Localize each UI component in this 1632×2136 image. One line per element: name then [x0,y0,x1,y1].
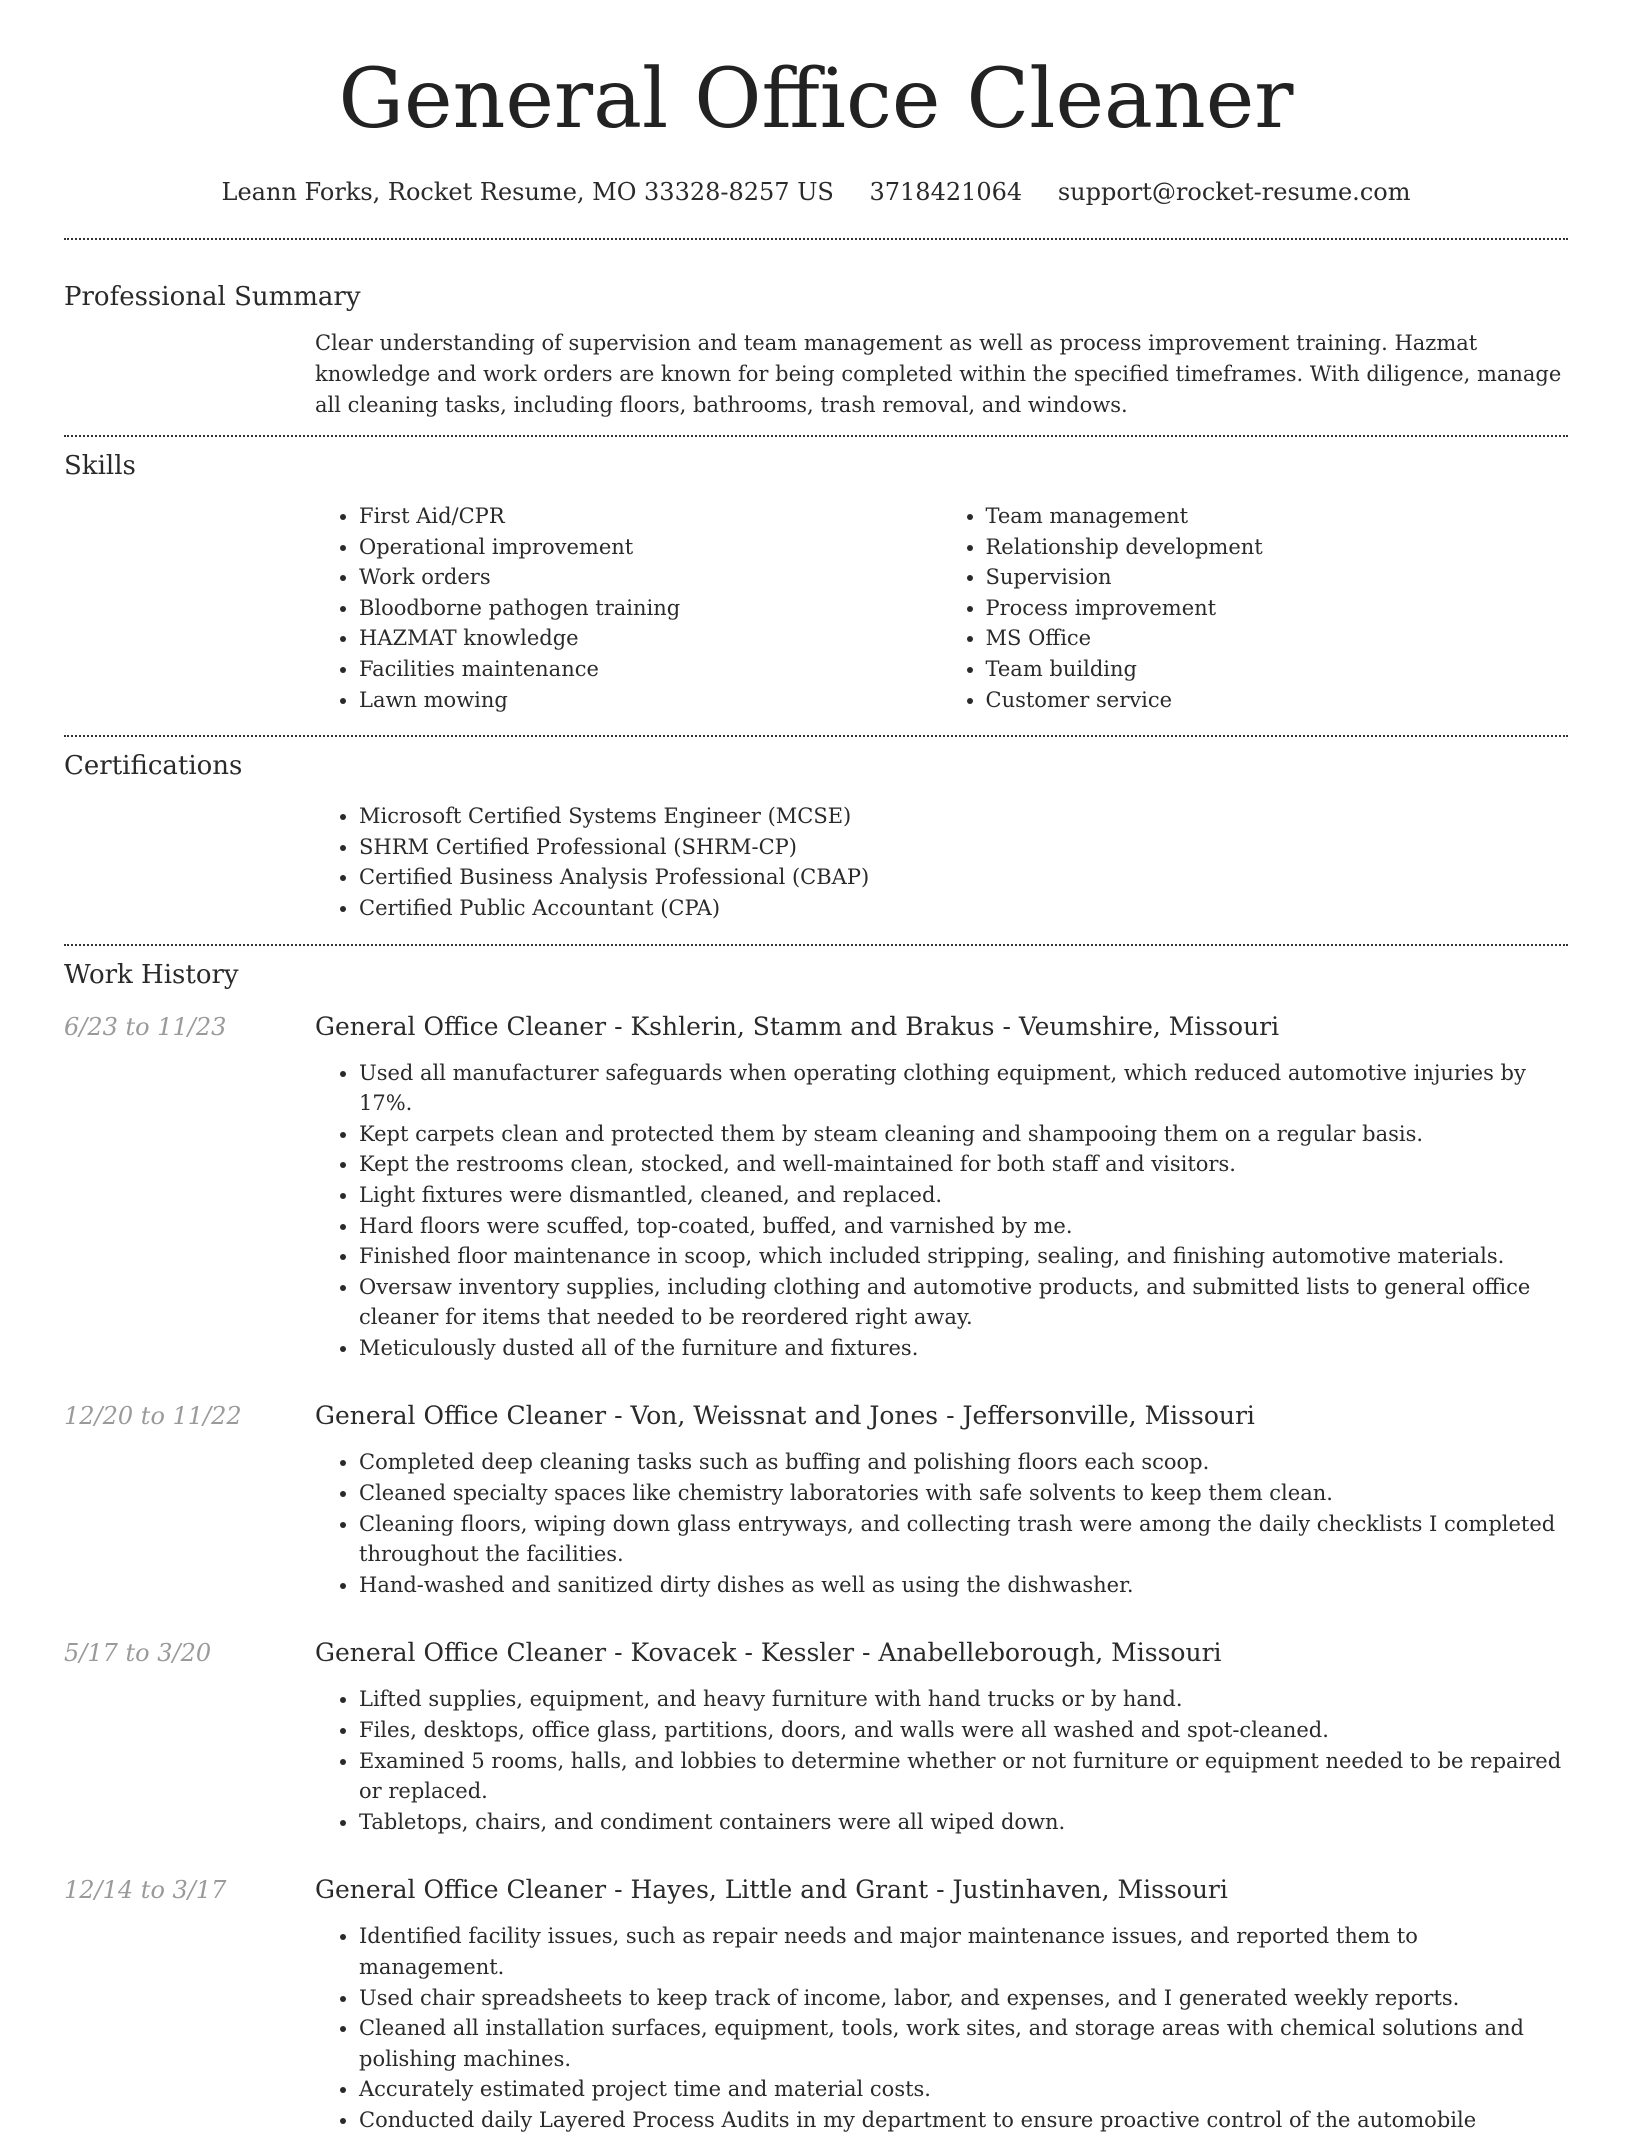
list-item: • Operational improvement [359,532,942,563]
job-date: 12/20 to 11/22 [64,1402,242,1431]
list-item: • HAZMAT knowledge [359,623,942,654]
list-item: • Hand-washed and sanitized dirty dishes as well as using the dishwasher. [359,1570,1568,1601]
list-item: • Examined 5 rooms, halls, and lobbies to determine whether or not furniture or equipment needed to be repaired or replaced. [359,1746,1568,1807]
list-item: • Supervision [986,562,1569,593]
job-bullets [315,1921,1568,2135]
contact-email: support@rocket-resume.com [1057,178,1411,206]
list-item: • Accurately estimated project time and material costs. [359,2074,1568,2105]
list-item: • Hard floors were scuffed, top-coated, buffed, and varnished by me. [359,1211,1568,1242]
job-date: 6/23 to 11/23 [64,1012,227,1041]
list-item: • Microsoft Certified Systems Engineer (MCSE) [359,801,1568,832]
job-entry [64,1636,1568,1837]
list-item: • Kept the restrooms clean, stocked, and well-maintained for both staff and visitors. [359,1149,1568,1180]
contact-line [64,176,1568,208]
list-item: • Certified Public Accountant (CPA) [359,893,1568,924]
skills-list-right [942,501,1569,715]
job-entry [64,1399,1568,1600]
list-item: • Certified Business Analysis Professional (CBAP) [359,862,1568,893]
work-history-section [64,946,1568,2136]
list-item: • Team building [986,654,1569,685]
resume-title: General Office Cleaner [338,52,1294,147]
list-item: • Used chair spreadsheets to keep track of income, labor, and expenses, and I generated weekly reports. [359,1983,1568,2014]
list-item: • Cleaned specialty spaces like chemistry laboratories with safe solvents to keep them clean. [359,1478,1568,1509]
list-item: • Kept carpets clean and protected them by steam cleaning and shampooing them on a regular basis. [359,1119,1568,1150]
list-item: • Team management [986,501,1569,532]
list-item: • Oversaw inventory supplies, including clothing and automotive products, and submitted lists to general office cleaner for items that needed to be reordered right away. [359,1272,1568,1333]
list-item: • First Aid/CPR [359,501,942,532]
list-item: • Conducted daily Layered Process Audits in my department to ensure proactive control of the automobile [359,2105,1568,2136]
list-item: • Cleaning floors, wiping down glass entryways, and collecting trash were among the daily checklists I completed throughout the facilities. [359,1509,1568,1570]
job-heading: General Office Cleaner - Kshlerin, Stamm and Brakus - Veumshire, Missouri [315,1011,1280,1041]
certifications-list-wrap [315,801,1568,943]
summary-section [64,240,1568,435]
list-item: • Completed deep cleaning tasks such as buffing and polishing floors each scoop. [359,1447,1568,1478]
list-item: • Identified facility issues, such as repair needs and major maintenance issues, and reported them to management. [359,1921,1568,1982]
skills-section [64,437,1568,735]
contact-address: Leann Forks, Rocket Resume, MO 33328-8257 US [221,178,834,206]
list-item: • Lawn mowing [359,685,942,716]
summary-text: Clear understanding of supervision and team management as well as process improvement training. Hazmat knowledge and work orders are known for being completed within the specified timeframes. With diligence, manage all cleaning tasks, including floors, bathrooms, trash removal, and windows. [315,331,1562,417]
skills-heading: Skills [64,451,136,481]
job-date: 12/14 to 3/17 [64,1876,227,1905]
list-item: • Cleaned all installation surfaces, equipment, tools, work sites, and storage areas with chemical solutions and polishing machines. [359,2013,1568,2074]
job-bullets [315,1447,1568,1600]
certifications-section [64,737,1568,943]
list-item: • Facilities maintenance [359,654,942,685]
certifications-heading: Certifications [64,751,243,782]
list-item: • Work orders [359,562,942,593]
job-heading: General Office Cleaner - Hayes, Little and Grant - Justinhaven, Missouri [315,1875,1228,1905]
skills-list-left [315,501,942,715]
job-date: 5/17 to 3/20 [64,1639,212,1668]
job-list [64,1010,1568,2136]
job-entry [64,1010,1568,1364]
list-item: • Process improvement [986,593,1569,624]
list-item: • Files, desktops, office glass, partitions, doors, and walls were all washed and spot-cleaned. [359,1715,1568,1746]
list-item: • Relationship development [986,532,1569,563]
list-item: • Bloodborne pathogen training [359,593,942,624]
list-item: • Used all manufacturer safeguards when operating clothing equipment, which reduced automotive injuries by 17%. [359,1058,1568,1119]
list-item: • Lifted supplies, equipment, and heavy furniture with hand trucks or by hand. [359,1684,1568,1715]
list-item: • Tabletops, chairs, and condiment containers were all wiped down. [359,1807,1568,1838]
certifications-list [315,801,1568,923]
job-entry [64,1873,1568,2135]
list-item: • Light fixtures were dismantled, cleaned, and replaced. [359,1180,1568,1211]
work-history-heading: Work History [64,959,239,990]
list-item: • Customer service [986,685,1569,716]
list-item: • SHRM Certified Professional (SHRM-CP) [359,832,1568,863]
list-item: • MS Office [986,623,1569,654]
skills-grid [315,501,1568,735]
contact-phone: 3718421064 [869,178,1023,206]
job-heading: General Office Cleaner - Von, Weissnat and Jones - Jeffersonville, Missouri [315,1401,1255,1431]
job-heading: General Office Cleaner - Kovacek - Kessler - Anabelleborough, Missouri [315,1638,1222,1668]
list-item: • Finished floor maintenance in scoop, which included stripping, sealing, and finishing automotive materials. [359,1241,1568,1272]
job-bullets [315,1684,1568,1837]
summary-heading: Professional Summary [64,282,361,312]
list-item: • Meticulously dusted all of the furniture and fixtures. [359,1333,1568,1364]
job-bullets [315,1058,1568,1364]
